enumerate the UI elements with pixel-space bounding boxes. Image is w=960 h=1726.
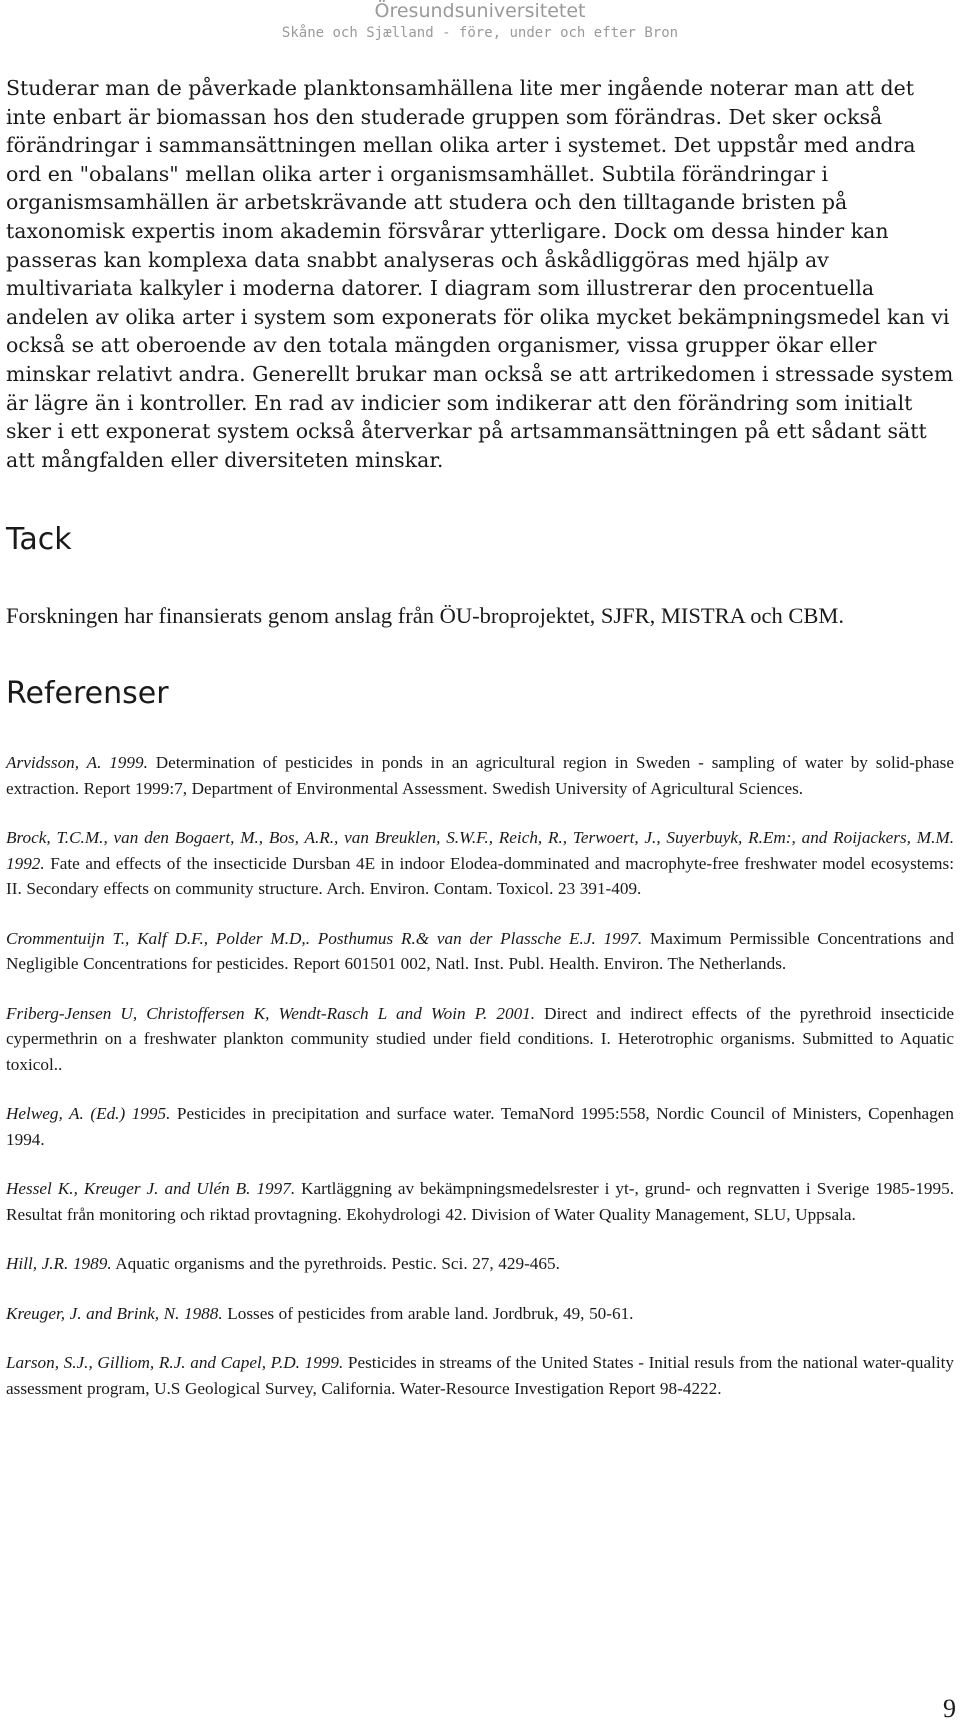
reference-authors: Hessel K., Kreuger J. and Ulén B. 1997. [6, 1179, 296, 1199]
reference-item [6, 1301, 954, 1327]
reference-authors: Hill, J.R. 1989. [6, 1254, 112, 1274]
page-number: 9 [943, 1694, 956, 1723]
document-content [6, 74, 954, 1425]
reference-authors: Brock, T.C.M., van den Bogaert, M., Bos, A.R., van Breuklen, S.W.F., Reich, R., Terwoert, J., Suyerbuyk, R.Em:, and Roijackers, M.M. 1992. [6, 828, 954, 873]
reference-item [6, 1101, 954, 1152]
reference-text: Losses of pesticides from arable land. Jordbruk, 49, 50-61. [222, 1303, 634, 1323]
reference-authors: Arvidsson, A. 1999. [6, 753, 148, 773]
reference-authors: Crommentuijn T., Kalf D.F., Polder M.D,. Posthumus R.& van der Plassche E.J. 1997. [6, 928, 643, 948]
reference-text: Direct and indirect effects of the pyrethroid insecticide cypermethrin on a freshwater plankton community studied under field conditions. I. Heterotrophic organisms. Submitted to Aquatic toxicol.. [6, 1003, 954, 1074]
reference-authors: Friberg-Jensen U, Christoffersen K, Wendt-Rasch L and Woin P. 2001. [6, 1003, 536, 1023]
header-title: Öresundsuniversitetet [374, 0, 586, 22]
reference-item [6, 825, 954, 902]
references-heading: Referenser [6, 676, 169, 712]
reference-list [6, 750, 954, 1401]
acknowledgements-heading: Tack [6, 522, 72, 558]
page-header [0, 0, 960, 43]
acknowledgements-text: Forskningen har finansierats genom anslag från ÖU-broprojektet, SJFR, MISTRA och CBM. [6, 603, 845, 629]
reference-item [6, 1176, 954, 1227]
reference-item [6, 750, 954, 801]
reference-authors: Kreuger, J. and Brink, N. 1988. [6, 1303, 223, 1323]
reference-text: Determination of pesticides in ponds in an agricultural region in Sweden - sampling of water by solid-phase extraction. Report 1999:7, Department of Environmental Assessment. Swedish University of Agricultural Sciences. [6, 753, 954, 798]
reference-text: Fate and effects of the insecticide Dursban 4E in indoor Elodea-domminated and macrophyte-free freshwater model ecosystems: II. Secondary effects on community structure. Arch. Environ. Contam. Toxicol. 23 391-409. [6, 853, 954, 899]
body-paragraph: Studerar man de påverkade planktonsamhällena lite mer ingående noterar man att det inte enbart är biomassan hos den studerade gruppen som förändras. Det sker också förändringar i sammansättningen mellan olika arter i systemet. Det uppstår med andra ord en "obalans" mellan olika arter i organismsamhället. Subtila förändringar i organismsamhällen är arbetskrävande att studera och den tilltagande bristen på taxonomisk expertis inom akademin försvårar ytterligare. Dock om dessa hinder kan passeras kan komplexa data snabbt analyseras och åskådliggöras med hjälp av multivariata kalkyler i moderna datorer. I diagram som illustrerar den procentuella andelen av olika arter i system som exponerats för olika mycket bekämpningsmedel kan vi också se att oberoende av den totala mängden organismer, vissa grupper ökar eller minskar relativt andra. Generellt brukar man också se att artrikedomen i stressade system är lägre än i kontroller. En rad av indicier som indikerar att den förändring som initialt sker i ett exponerat system också återverkar på artsammansättningen på ett sådant sätt att mångfalden eller diversiteten minskar. [6, 76, 954, 472]
reference-item [6, 1251, 954, 1277]
reference-text: Pesticides in precipitation and surface water. TemaNord 1995:558, Nordic Council of Ministers, Copenhagen 1994. [6, 1104, 954, 1149]
reference-authors: Larson, S.J., Gilliom, R.J. and Capel, P.D. 1999. [6, 1353, 344, 1373]
reference-item [6, 1350, 954, 1401]
reference-authors: Helweg, A. (Ed.) 1995. [6, 1104, 171, 1124]
reference-text: Aquatic organisms and the pyrethroids. Pestic. Sci. 27, 429-465. [111, 1254, 560, 1274]
reference-text: Maximum Permissible Concentrations and Negligible Concentrations for pesticides. Report 601501 002, Natl. Inst. Publ. Health. Environ. The Netherlands. [6, 928, 954, 974]
reference-item [6, 926, 954, 977]
reference-text: Pesticides in streams of the United States - Initial resuls from the national water-quality assessment program, U.S Geological Survey, California. Water-Resource Investigation Report 98-4222. [6, 1353, 955, 1398]
reference-text: Kartläggning av bekämpningsmedelsrester i yt-, grund- och regnvatten i Sverige 1985-1995. Resultat från monitoring och riktad provtagning. Ekohydrologi 42. Division of Water Quality Management, SLU, Uppsala. [6, 1179, 954, 1224]
header-subtitle: Skåne och Sjælland - före, under och efter Bron [281, 25, 679, 41]
reference-item [6, 1001, 954, 1078]
